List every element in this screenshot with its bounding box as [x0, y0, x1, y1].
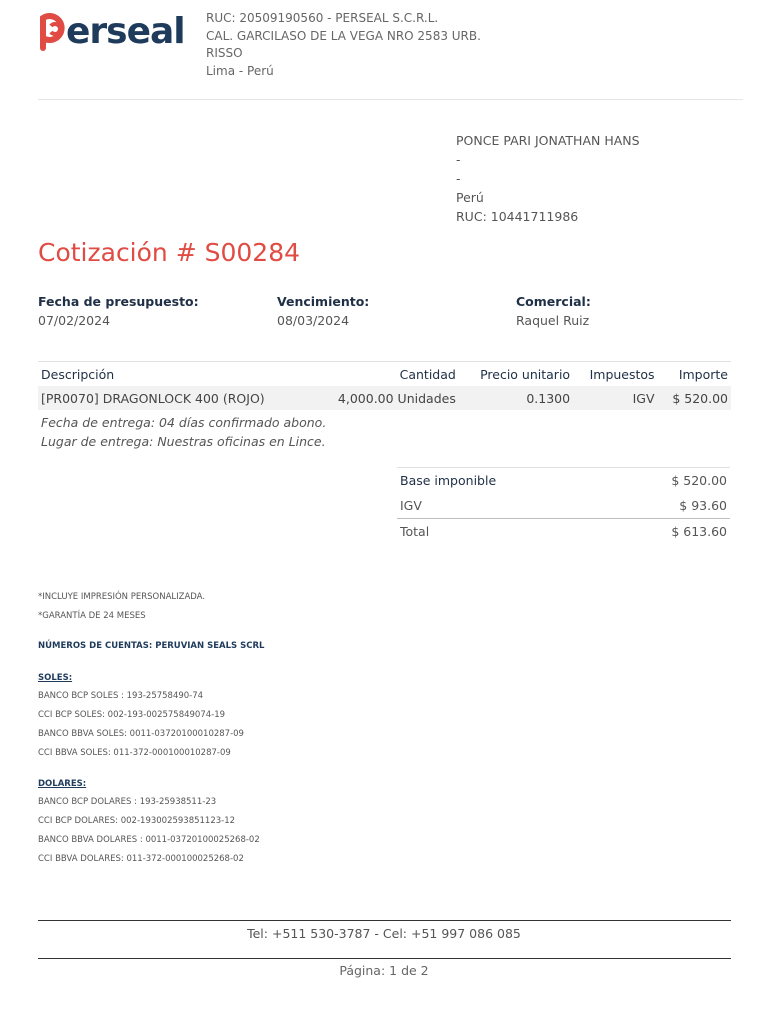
accounts-heading: NÚMEROS DE CUENTAS: PERUVIAN SEALS SCRL: [38, 641, 265, 651]
tax-value: $ 93.60: [679, 498, 727, 513]
perseal-logo-mark-icon: [38, 12, 66, 52]
expiry-date-label: Vencimiento:: [277, 294, 370, 309]
account-line: CCI BBVA DOLARES: 011-372-000100025268-02: [38, 854, 244, 864]
document-title: Cotización # S00284: [38, 238, 301, 267]
cell-quantity: 4,000.00 Unidades: [311, 386, 458, 410]
total-row: [397, 519, 730, 545]
col-description-header: Descripción: [38, 362, 311, 387]
terms-printing: *INCLUYE IMPRESIÓN PERSONALIZADA.: [38, 592, 206, 602]
page-number: Página: 1 de 2: [339, 963, 429, 978]
logo-wordmark: erseal: [66, 11, 185, 52]
totals-table: [397, 467, 730, 544]
tax-label: IGV: [400, 498, 422, 513]
tax-row: [397, 493, 730, 519]
company-logo: [38, 10, 198, 54]
client-name: PONCE PARI JONATHAN HANS: [456, 133, 640, 148]
quote-date-block: [38, 292, 199, 330]
base-label: Base imponible: [397, 468, 605, 494]
company-line: CAL. GARCILASO DE LA VEGA NRO 2583 URB.: [206, 28, 481, 43]
total-value: $ 613.60: [605, 519, 730, 545]
expiry-date-value: 08/03/2024: [277, 313, 350, 328]
salesperson-label: Comercial:: [516, 294, 591, 309]
base-value: $ 520.00: [605, 468, 730, 494]
account-line: CCI BCP DOLARES: 002-193002593851123-12: [38, 816, 236, 826]
soles-heading: SOLES:: [38, 673, 73, 683]
client-line: -: [456, 152, 461, 167]
footer-contact: Tel: +511 530-3787 - Cel: +51 997 086 085: [247, 926, 521, 941]
cell-description: [PR0070] DRAGONLOCK 400 (ROJO): [38, 386, 311, 410]
cell-amount: $ 520.00: [658, 386, 731, 410]
quote-date-value: 07/02/2024: [38, 313, 111, 328]
account-line: CCI BBVA SOLES: 011-372-000100010287-09: [38, 748, 231, 758]
cell-taxes: IGV: [573, 386, 657, 410]
col-amount-header: Importe: [658, 362, 731, 387]
account-line: BANCO BCP DOLARES : 193-25938511-23: [38, 797, 217, 807]
cell-unit-price: 0.1300: [459, 386, 573, 410]
account-line: BANCO BCP SOLES : 193-25758490-74: [38, 691, 204, 701]
col-taxes-header: Impuestos: [573, 362, 657, 387]
quote-date-label: Fecha de presupuesto:: [38, 294, 199, 309]
total-label: Total: [397, 519, 605, 545]
base-row: [397, 468, 730, 494]
delivery-time-note: Fecha de entrega: 04 días confirmado abono.: [41, 415, 327, 430]
salesperson-block: [516, 292, 591, 330]
header-divider: [38, 99, 743, 100]
delivery-notes: [41, 413, 326, 451]
footer-divider: [38, 958, 731, 959]
dolares-heading: DOLARES:: [38, 779, 87, 789]
company-line: Lima - Perú: [206, 63, 274, 78]
client-address: [456, 131, 640, 226]
client-country: Perú: [456, 190, 484, 205]
order-lines-table: [38, 361, 731, 410]
company-address: [206, 10, 481, 80]
table-row: [38, 386, 731, 410]
account-line: CCI BCP SOLES: 002-193-002575849074-19: [38, 710, 226, 720]
salesperson-value: Raquel Ruiz: [516, 313, 590, 328]
client-line: -: [456, 171, 461, 186]
company-line: RISSO: [206, 46, 243, 60]
terms-warranty: *GARANTÍA DE 24 MESES: [38, 611, 146, 621]
footer-divider: [38, 920, 731, 921]
delivery-place-note: Lugar de entrega: Nuestras oficinas en Lince.: [41, 434, 326, 449]
col-quantity-header: Cantidad: [311, 362, 458, 387]
client-ruc: RUC: 10441711986: [456, 209, 579, 224]
table-header-row: [38, 362, 731, 387]
account-line: BANCO BBVA DOLARES : 0011-03720100025268-02: [38, 835, 260, 845]
account-line: BANCO BBVA SOLES: 0011-03720100010287-09: [38, 729, 244, 739]
col-unit-price-header: Precio unitario: [459, 362, 573, 387]
expiry-date-block: [277, 292, 369, 330]
company-line: RUC: 20509190560 - PERSEAL S.C.R.L.: [206, 11, 439, 25]
